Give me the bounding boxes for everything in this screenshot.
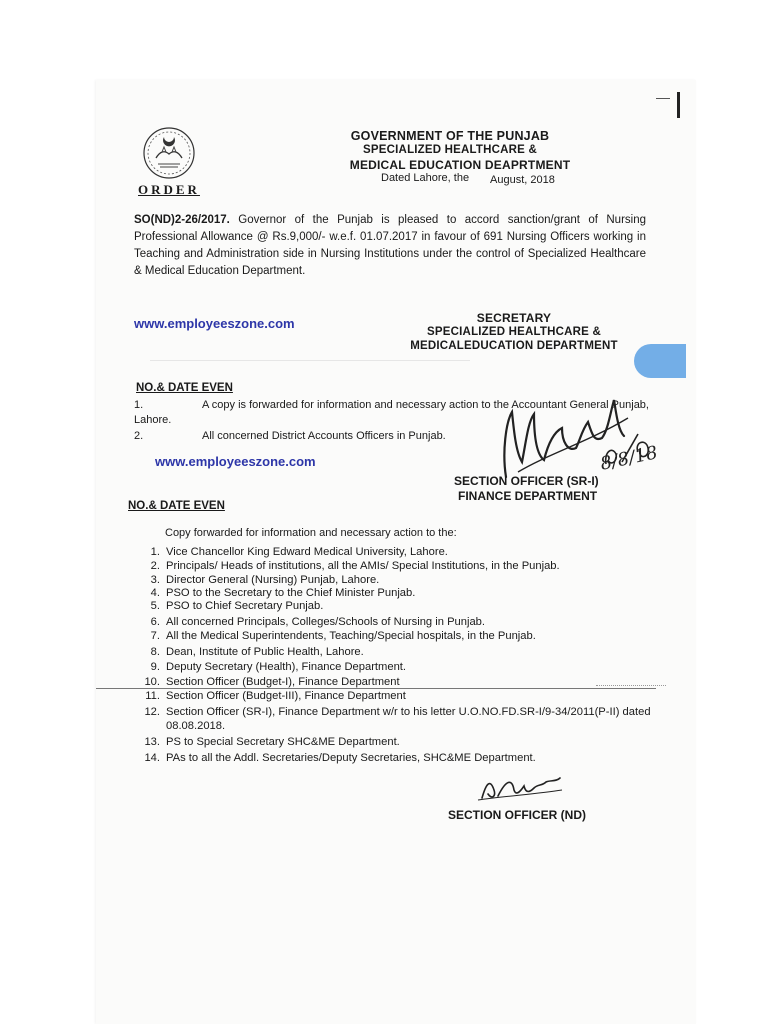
scan-mark: [677, 92, 680, 118]
item-text: All concerned District Accounts Officers in Punjab.: [202, 430, 446, 442]
watermark-url-2[interactable]: www.employeeszone.com: [155, 454, 316, 469]
scan-mark-dash: [656, 98, 670, 99]
list-item-continued: 08.08.2018.: [166, 720, 226, 732]
secretary-dept-line2: MEDICALEDUCATION DEPARTMENT: [410, 340, 618, 352]
signatory-section-officer-sr1: SECTION OFFICER (SR-I): [454, 474, 599, 488]
fold-line: [96, 688, 656, 689]
list-item: 11. Section Officer (Budget-III), Finance Department: [145, 690, 406, 702]
secretary-dept-line1: SPECIALIZED HEALTHCARE &: [427, 326, 601, 338]
item-number: 1.: [134, 399, 144, 411]
item-number: 2.: [134, 430, 144, 442]
order-body: Governor of the Punjab is pleased to accord sanction/grant of Nursing Professional Allowance @ Rs.9,000/- w.e.f. 01.07.2017 in favour of 691 Nursing Officers working in Teaching and Administration side in Nursing Institutions under the control of Specialized Healthcare & Medical Education Department.: [134, 214, 646, 277]
divider: [150, 360, 470, 361]
order-label: ORDER: [138, 182, 200, 197]
list-item: 12. Section Officer (SR-I), Finance Department w/r to his letter U.O.NO.FD.SR-I/9-34/2011(P-II) dated: [144, 706, 651, 718]
list-item: 9. Deputy Secretary (Health), Finance Department.: [150, 661, 407, 673]
endorsement-heading-2: NO.& DATE EVEN: [128, 500, 225, 512]
blue-tab-marker: [634, 344, 686, 378]
watermark-url-1[interactable]: www.employeeszone.com: [134, 316, 295, 331]
item-text: A copy is forwarded for information and necessary action to the Accountant General Punjab,: [202, 399, 649, 411]
government-title: GOVERNMENT OF THE PUNJAB: [350, 129, 550, 143]
endorsement-1-item-2: [134, 428, 534, 445]
order-reference: SO(ND)2-26/2017.: [134, 214, 230, 226]
signatory-finance-department: FINANCE DEPARTMENT: [458, 489, 598, 503]
handwritten-signature-1: [488, 382, 668, 486]
list-item: 3. Director General (Nursing) Punjab, Lahore.: [150, 574, 380, 586]
department-title-line1: SPECIALIZED HEALTHCARE &: [363, 144, 537, 156]
endorsement-1-item-1-continued: Lahore.: [134, 414, 172, 426]
endorsement-2-intro: Copy forwarded for information and necessary action to the:: [165, 527, 457, 539]
list-item: 6. All concerned Principals, Colleges/Schools of Nursing in Punjab.: [150, 616, 486, 628]
dated-label: Dated Lahore, the: [381, 172, 470, 184]
endorsement-heading-1: NO.& DATE EVEN: [136, 382, 233, 394]
secretary-title: SECRETARY: [476, 311, 552, 325]
list-item: 5. PSO to Chief Secretary Punjab.: [150, 600, 324, 612]
list-item: 2. Principals/ Heads of institutions, all the AMIs/ Special Institutions, in the Punjab.: [150, 560, 560, 572]
list-item: 13. PS to Special Secretary SHC&ME Department.: [144, 736, 400, 748]
list-item: 4. PSO to the Secretary to the Chief Minister Punjab.: [150, 587, 416, 599]
list-item: 14. PAs to all the Addl. Secretaries/Deputy Secretaries, SHC&ME Department.: [144, 752, 536, 764]
signature-date-1: 8/8/18: [598, 442, 660, 475]
punjab-emblem-icon: [140, 126, 198, 180]
fold-line-dots: [596, 685, 666, 687]
list-item: 7. All the Medical Superintendents, Teaching/Special hospitals, in the Punjab.: [150, 630, 536, 642]
list-item: 8. Dean, Institute of Public Health, Lahore.: [150, 646, 364, 658]
order-paragraph: [134, 212, 646, 280]
date-value: August, 2018: [490, 174, 555, 186]
department-title-line2: MEDICAL EDUCATION DEAPRTMENT: [349, 158, 571, 172]
list-item: 10. Section Officer (Budget-I), Finance Department: [144, 676, 400, 688]
handwritten-signature-2: [476, 770, 566, 806]
signatory-section-officer-nd: SECTION OFFICER (ND): [448, 808, 586, 822]
list-item: 1. Vice Chancellor King Edward Medical University, Lahore.: [150, 546, 448, 558]
